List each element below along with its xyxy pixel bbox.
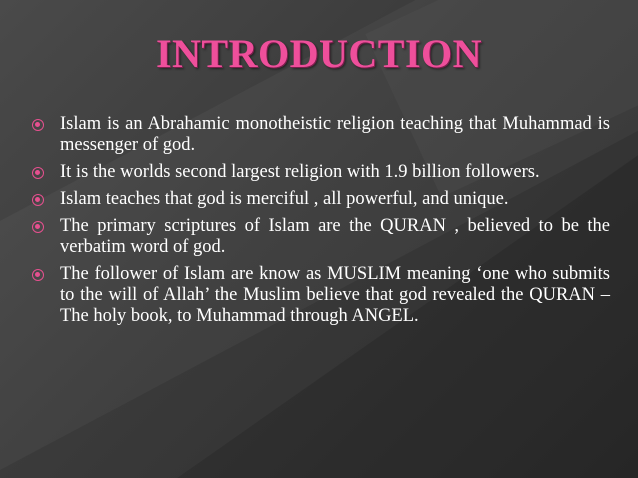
target-bullet-icon [32, 167, 44, 179]
bullet-text: The primary scriptures of Islam are the QURAN , believed to be the verbatim word of god. [60, 216, 610, 257]
bullet-item [32, 189, 610, 210]
slide-title: INTRODUCTION [155, 31, 483, 76]
bullet-item [32, 114, 610, 156]
bullet-text: It is the worlds second largest religion with 1.9 billion followers. [60, 162, 540, 182]
bullet-text: The follower of Islam are know as MUSLIM meaning ‘one who submits to the will of Allah’ the Muslim believe that god revealed the QURAN – The holy book, to Muhammad through ANGEL. [60, 264, 610, 326]
target-bullet-icon [32, 269, 44, 281]
bullet-item [32, 162, 610, 183]
bullet-text: Islam teaches that god is merciful , all powerful, and unique. [60, 189, 509, 209]
target-bullet-icon [32, 119, 44, 131]
target-bullet-icon [32, 194, 44, 206]
target-bullet-icon [32, 221, 44, 233]
bullet-text: Islam is an Abrahamic monotheistic religion teaching that Muhammad is messenger of god. [60, 114, 610, 155]
bullet-item [32, 216, 610, 258]
bullet-item [32, 264, 610, 327]
bullet-list [32, 114, 610, 333]
